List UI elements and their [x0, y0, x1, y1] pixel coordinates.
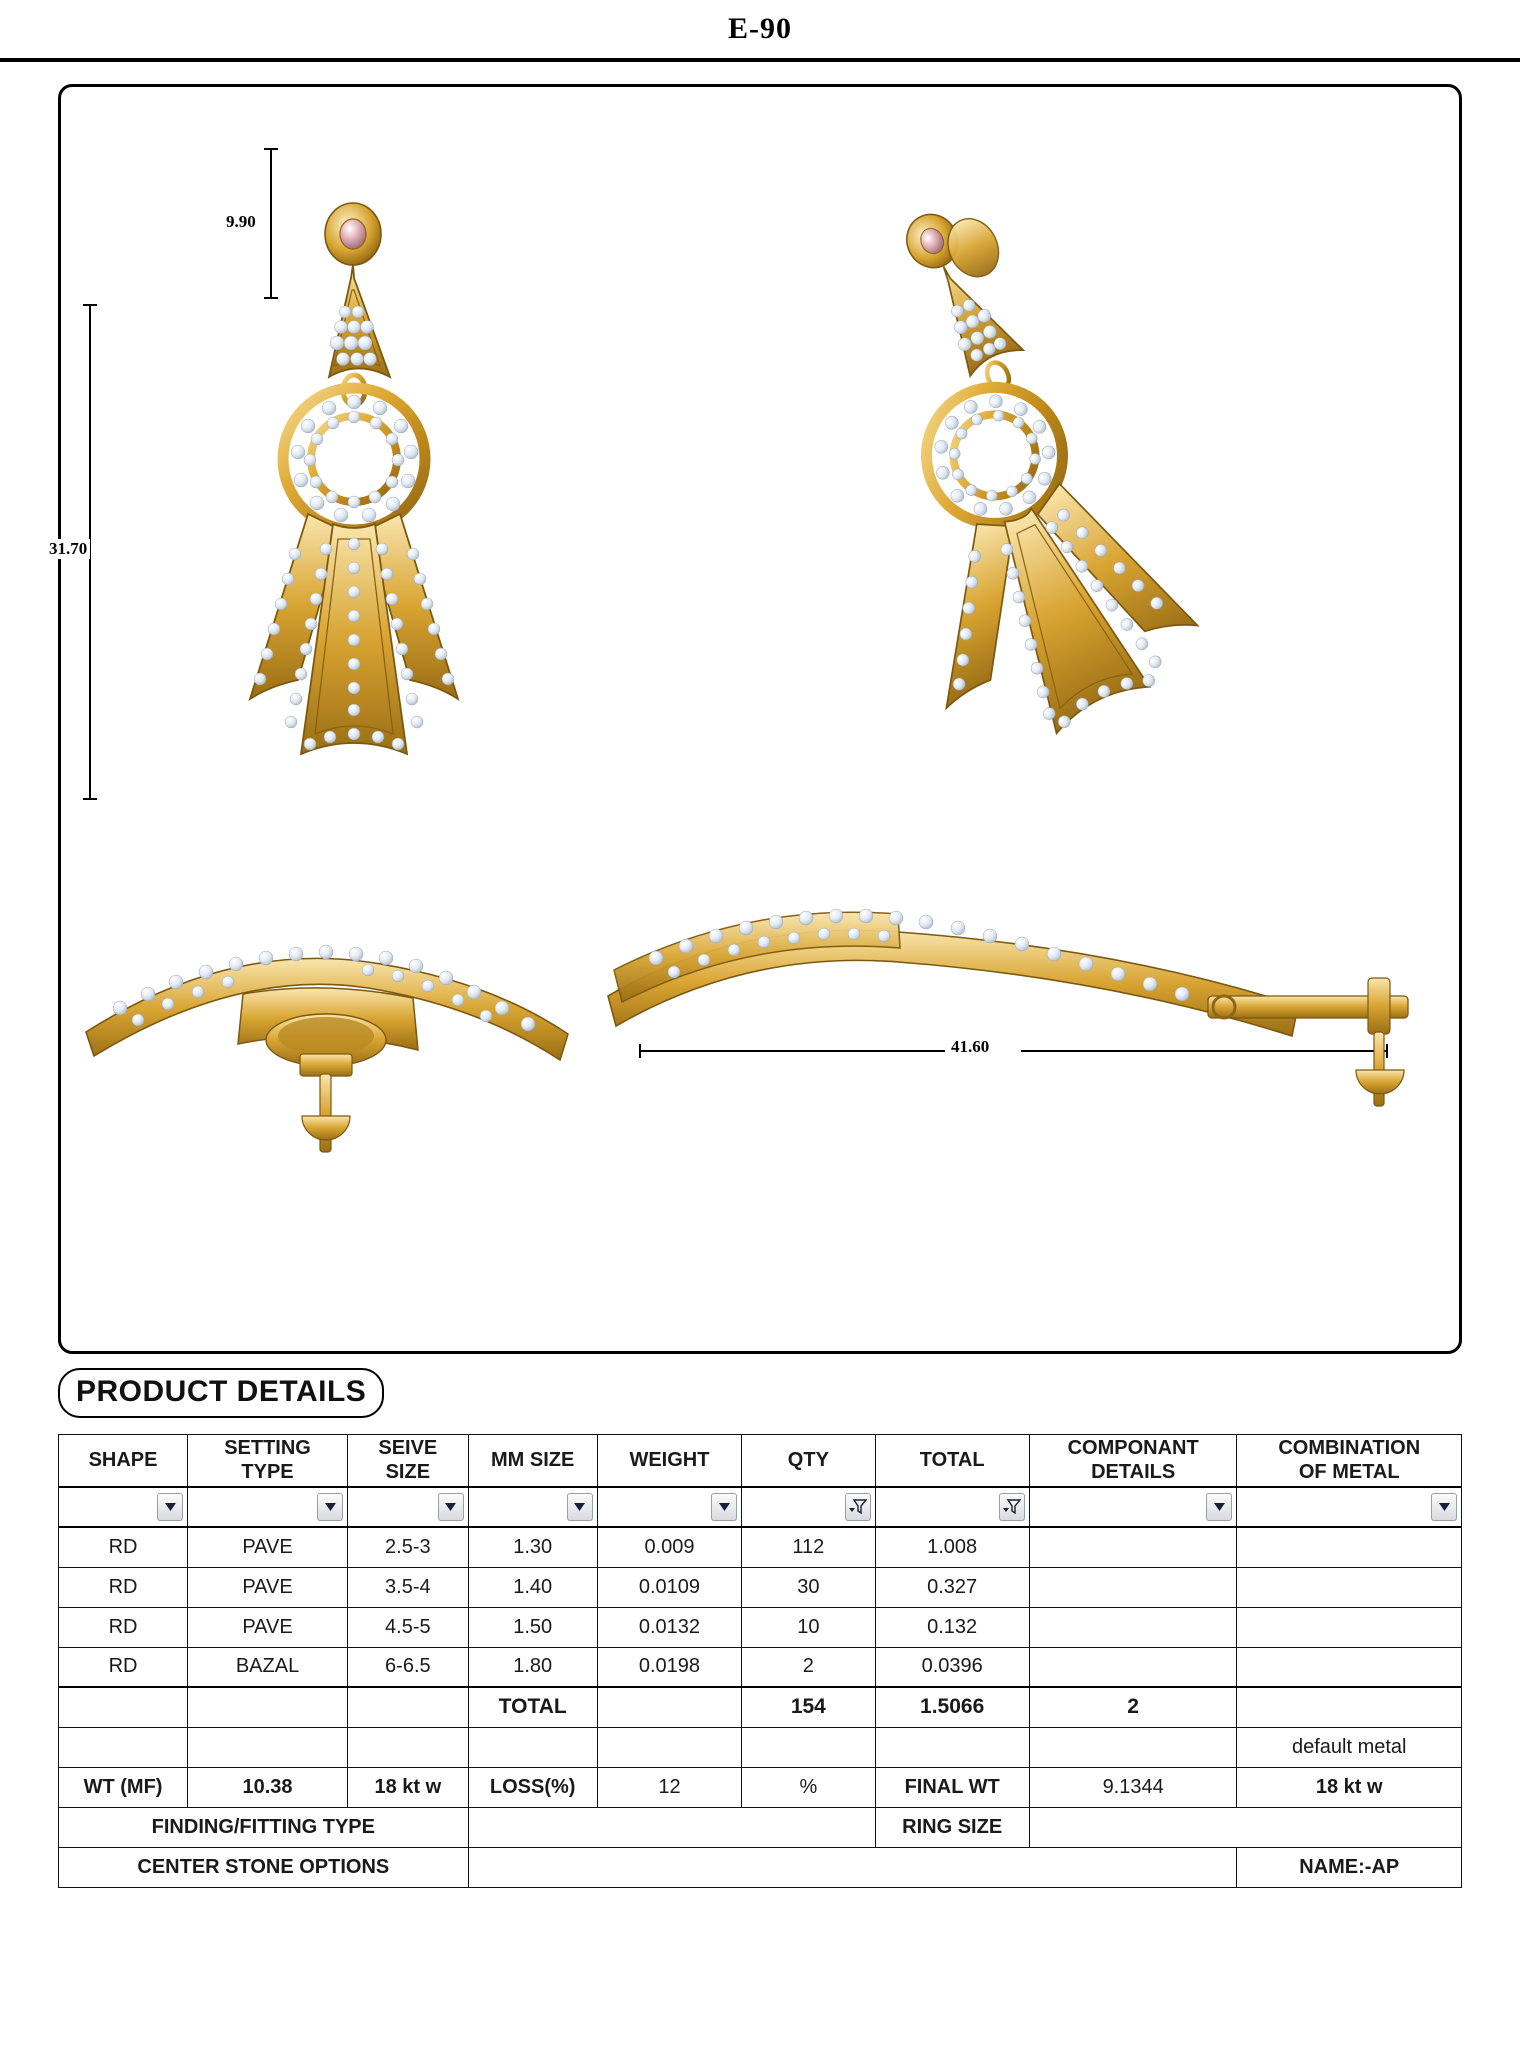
table-header-row: [59, 1435, 1462, 1488]
total-sum: 1.5066: [875, 1687, 1029, 1727]
filter-cell-mm-size[interactable]: [468, 1487, 597, 1527]
dim-label-41-60: 41.60: [948, 1037, 992, 1057]
header-total: [875, 1435, 1029, 1488]
finding-fitting-label: FINDING/FITTING TYPE: [59, 1807, 469, 1847]
total-blank-3: [348, 1687, 469, 1727]
page-title-bar: [0, 0, 1520, 62]
filter-cell-seive-size[interactable]: [348, 1487, 469, 1527]
filter-cell-total[interactable]: [875, 1487, 1029, 1527]
cell-qty: 2: [742, 1647, 875, 1687]
dm-blank-1: [59, 1727, 188, 1767]
table-filter-row: [59, 1487, 1462, 1527]
header-combination-of-metal: [1237, 1435, 1462, 1488]
center-stone-row: [59, 1847, 1462, 1887]
earring-profile-side-render: [598, 874, 1398, 1154]
dm-blank-6: [742, 1727, 875, 1767]
total-blank-2: [188, 1687, 348, 1727]
header-shape-line1: SHAPE: [88, 1448, 158, 1471]
cell-combination-of-metal: [1237, 1607, 1462, 1647]
product-details-badge: PRODUCT DETAILS: [58, 1368, 384, 1418]
cell-mm-size: 1.30: [468, 1527, 597, 1567]
header-shape: [59, 1435, 188, 1488]
designer-name: NAME:-AP: [1237, 1847, 1462, 1887]
header-qty-line1: QTY: [787, 1448, 829, 1471]
cell-shape: RD: [59, 1607, 188, 1647]
cell-mm-size: 1.40: [468, 1567, 597, 1607]
finding-fitting-value[interactable]: [468, 1807, 875, 1847]
cell-shape: RD: [59, 1527, 188, 1567]
total-qty: 154: [742, 1687, 875, 1727]
dim-cap-31-70-top: [83, 304, 97, 306]
wt-mf-metal: 18 kt w: [348, 1767, 469, 1807]
cell-componant-details: [1029, 1647, 1237, 1687]
cell-combination-of-metal: [1237, 1527, 1462, 1567]
render-area: [49, 84, 1462, 1354]
total-label: TOTAL: [468, 1687, 597, 1727]
cell-total: 0.132: [875, 1607, 1029, 1647]
default-metal-note: default metal: [1237, 1727, 1462, 1767]
spec-table-container: [58, 1434, 1462, 1888]
table-row: [59, 1647, 1462, 1687]
total-blank-1: [59, 1687, 188, 1727]
header-comp-line1: COMPONANT: [1067, 1437, 1199, 1459]
header-seive-line1: SEIVE: [378, 1437, 438, 1459]
header-setting-line2: TYPE: [241, 1460, 294, 1483]
cell-setting-type: PAVE: [188, 1607, 348, 1647]
cell-qty: 112: [742, 1527, 875, 1567]
cell-setting-type: PAVE: [188, 1527, 348, 1567]
header-weight: [597, 1435, 742, 1488]
cell-total: 1.008: [875, 1527, 1029, 1567]
header-comp-line2: DETAILS: [1091, 1460, 1176, 1483]
table-row: [59, 1607, 1462, 1647]
cell-total: 0.327: [875, 1567, 1029, 1607]
header-seive-size: [348, 1435, 469, 1488]
header-mm-line1: MM SIZE: [491, 1448, 575, 1471]
funnel-filter-icon[interactable]: [999, 1493, 1025, 1521]
cell-weight: 0.0132: [597, 1607, 742, 1647]
wt-mf-label: WT (MF): [59, 1767, 188, 1807]
dropdown-arrow-icon[interactable]: [711, 1493, 737, 1521]
cell-total: 0.0396: [875, 1647, 1029, 1687]
filter-cell-componant-details[interactable]: [1029, 1487, 1237, 1527]
dm-blank-8: [1029, 1727, 1237, 1767]
final-wt-value: 9.1344: [1029, 1767, 1237, 1807]
header-seive-line2: SIZE: [385, 1460, 431, 1483]
cell-mm-size: 1.80: [468, 1647, 597, 1687]
cell-shape: RD: [59, 1647, 188, 1687]
finding-fitting-row: [59, 1807, 1462, 1847]
center-stone-value[interactable]: [468, 1847, 1237, 1887]
table-total-row: [59, 1687, 1462, 1727]
earring-front-view-render: [158, 194, 608, 874]
dim-cap-9-90-top: [264, 148, 278, 150]
header-comb-line2: OF METAL: [1298, 1460, 1400, 1483]
cell-weight: 0.0198: [597, 1647, 742, 1687]
earring-profile-back-render: [68, 884, 588, 1144]
earring-angled-view-render: [758, 194, 1228, 834]
filter-cell-setting-type[interactable]: [188, 1487, 348, 1527]
cell-seive-size: 4.5-5: [348, 1607, 469, 1647]
total-blank-5: [1237, 1687, 1462, 1727]
dropdown-arrow-icon[interactable]: [567, 1493, 593, 1521]
dropdown-arrow-icon[interactable]: [1431, 1493, 1457, 1521]
cell-componant-details: [1029, 1527, 1237, 1567]
cell-seive-size: 6-6.5: [348, 1647, 469, 1687]
header-componant-details: [1029, 1435, 1237, 1488]
filter-cell-qty[interactable]: [742, 1487, 875, 1527]
header-total-line1: TOTAL: [919, 1448, 985, 1471]
filter-cell-combination-of-metal[interactable]: [1237, 1487, 1462, 1527]
dim-cap-31-70-bottom: [83, 798, 97, 800]
cell-qty: 30: [742, 1567, 875, 1607]
product-details-table: [58, 1434, 1462, 1888]
dm-blank-2: [188, 1727, 348, 1767]
table-row: [59, 1567, 1462, 1607]
dim-label-31-70: 31.70: [46, 539, 90, 559]
header-comb-line1: COMBINATION: [1278, 1437, 1421, 1459]
cell-componant-details: [1029, 1567, 1237, 1607]
final-metal: 18 kt w: [1237, 1767, 1462, 1807]
dm-blank-7: [875, 1727, 1029, 1767]
dm-blank-4: [468, 1727, 597, 1767]
final-wt-label: FINAL WT: [875, 1767, 1029, 1807]
dropdown-arrow-icon[interactable]: [157, 1493, 183, 1521]
dropdown-arrow-icon[interactable]: [317, 1493, 343, 1521]
weight-summary-row: [59, 1767, 1462, 1807]
loss-percent-value: 12: [597, 1767, 742, 1807]
cell-seive-size: 3.5-4: [348, 1567, 469, 1607]
funnel-filter-icon[interactable]: [845, 1493, 871, 1521]
cell-weight: 0.0109: [597, 1567, 742, 1607]
dm-blank-5: [597, 1727, 742, 1767]
filter-cell-weight[interactable]: [597, 1487, 742, 1527]
cell-combination-of-metal: [1237, 1647, 1462, 1687]
cell-combination-of-metal: [1237, 1567, 1462, 1607]
cell-seive-size: 2.5-3: [348, 1527, 469, 1567]
loss-percent-label: LOSS(%): [468, 1767, 597, 1807]
ring-size-label: RING SIZE: [875, 1807, 1029, 1847]
total-blank-4: [597, 1687, 742, 1727]
dropdown-arrow-icon[interactable]: [438, 1493, 464, 1521]
cell-shape: RD: [59, 1567, 188, 1607]
cell-setting-type: PAVE: [188, 1567, 348, 1607]
center-stone-label: CENTER STONE OPTIONS: [59, 1847, 469, 1887]
dm-blank-3: [348, 1727, 469, 1767]
default-metal-row: [59, 1727, 1462, 1767]
cell-weight: 0.009: [597, 1527, 742, 1567]
ring-size-value[interactable]: [1029, 1807, 1461, 1847]
percent-symbol: %: [742, 1767, 875, 1807]
cell-qty: 10: [742, 1607, 875, 1647]
page-title: E-90: [728, 12, 792, 45]
cell-setting-type: BAZAL: [188, 1647, 348, 1687]
cell-componant-details: [1029, 1607, 1237, 1647]
header-weight-line1: WEIGHT: [629, 1448, 710, 1471]
header-setting-line1: SETTING: [224, 1437, 311, 1459]
table-row: [59, 1527, 1462, 1567]
dim-label-9-90: 9.90: [223, 212, 259, 232]
header-qty: [742, 1435, 875, 1488]
wt-mf-value: 10.38: [188, 1767, 348, 1807]
cell-mm-size: 1.50: [468, 1607, 597, 1647]
product-details-section: [58, 1368, 1520, 1418]
total-componant-details: 2: [1029, 1687, 1237, 1727]
header-mm-size: [468, 1435, 597, 1488]
filter-cell-shape[interactable]: [59, 1487, 188, 1527]
dropdown-arrow-icon[interactable]: [1206, 1493, 1232, 1521]
header-setting-type: [188, 1435, 348, 1488]
